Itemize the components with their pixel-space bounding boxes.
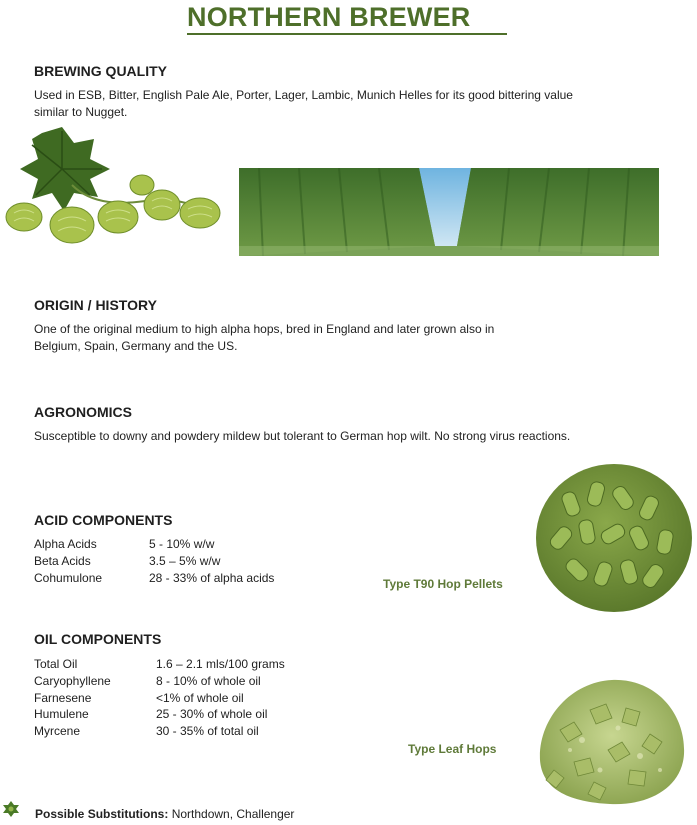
- acid-components-heading: ACID COMPONENTS: [34, 512, 173, 528]
- oil-value: 30 - 35% of total oil: [156, 724, 259, 739]
- oil-name: Humulene: [34, 707, 89, 722]
- table-row: [34, 570, 274, 587]
- acid-value: 5 - 10% w/w: [149, 537, 215, 551]
- oil-name: Total Oil: [34, 657, 78, 671]
- table-row: [34, 723, 285, 740]
- oil-name: Farnesene: [34, 690, 92, 705]
- brewing-quality-heading: BREWING QUALITY: [34, 63, 167, 79]
- agronomics-heading: AGRONOMICS: [34, 404, 132, 420]
- acid-name: Cohumulone: [34, 570, 103, 585]
- oil-value: 8 - 10% of whole oil: [156, 673, 261, 688]
- hop-cones-image: [2, 125, 230, 255]
- hop-leaf-bullet-icon: [2, 800, 20, 818]
- table-row: [34, 553, 274, 570]
- agronomics-text: Susceptible to downy and powdery mildew but tolerant to German hop wilt. No strong virus reactions.: [34, 429, 571, 443]
- brewing-quality-text: Used in ESB, Bitter, English Pale Ale, Porter, Lager, Lambic, Munich Helles for its good bittering value similar to Nugget.: [34, 88, 573, 119]
- acid-name: Beta Acids: [34, 553, 91, 568]
- hop-field-image: [239, 168, 659, 256]
- leaf-hops-caption: Type Leaf Hops: [408, 742, 497, 756]
- table-row: [34, 536, 274, 553]
- oil-value: 1.6 – 2.1 mls/100 grams: [156, 657, 285, 671]
- oil-components-heading: OIL COMPONENTS: [34, 631, 162, 647]
- possible-substitutions: [35, 807, 294, 821]
- acid-value: 28 - 33% of alpha acids: [149, 570, 275, 585]
- table-row: [34, 690, 285, 707]
- oil-name: Myrcene: [34, 724, 81, 739]
- acid-value: 3.5 – 5% w/w: [149, 553, 221, 568]
- oil-components-table: [34, 656, 285, 740]
- pellets-caption: Type T90 Hop Pellets: [383, 577, 503, 591]
- page-title: NORTHERN BREWER: [187, 2, 507, 35]
- acid-name: Alpha Acids: [34, 537, 97, 551]
- origin-history-heading: ORIGIN / HISTORY: [34, 297, 157, 313]
- hop-pellets-image: [534, 462, 694, 614]
- origin-history-text: One of the original medium to high alpha hops, bred in England and later grown also in Belgium, Spain, Germany and the US.: [34, 322, 495, 353]
- acid-components-table: [34, 536, 274, 586]
- substitutions-value: Northdown, Challenger: [171, 807, 295, 821]
- leaf-hops-image: [530, 670, 692, 810]
- substitutions-label: Possible Substitutions:: [35, 807, 169, 821]
- table-row: [34, 673, 285, 690]
- oil-value: 25 - 30% of whole oil: [156, 707, 268, 722]
- table-row: [34, 706, 285, 723]
- oil-name: Caryophyllene: [34, 673, 111, 688]
- table-row: [34, 656, 285, 673]
- oil-value: <1% of whole oil: [156, 690, 244, 705]
